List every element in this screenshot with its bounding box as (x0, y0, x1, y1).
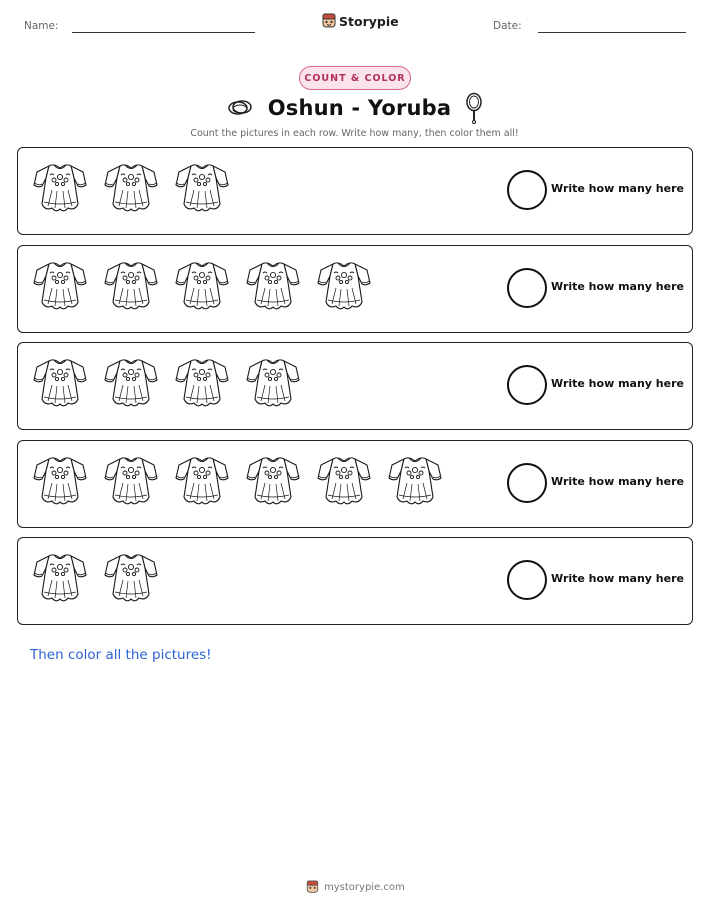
picture-group (30, 451, 445, 511)
answer-circle[interactable] (507, 365, 547, 405)
dress-icon (243, 353, 303, 413)
counting-row (17, 147, 693, 235)
site-url: mystorypie.com (324, 881, 405, 893)
dress-icon (101, 256, 161, 316)
footer-instruction: Then color all the pictures! (30, 647, 212, 663)
dress-icon (314, 256, 374, 316)
worksheet-header (0, 0, 709, 60)
site-footer (306, 880, 405, 894)
answer-label: Write how many here (551, 279, 684, 293)
date-label: Date: (493, 20, 522, 32)
counting-row (17, 537, 693, 625)
picture-group (30, 158, 232, 218)
dress-icon (172, 451, 232, 511)
picture-group (30, 256, 374, 316)
dress-icon (30, 256, 90, 316)
title-row (0, 92, 709, 124)
dress-icon (30, 548, 90, 608)
answer-circle[interactable] (507, 170, 547, 210)
answer-circle[interactable] (507, 560, 547, 600)
dress-icon (101, 548, 161, 608)
dress-icon (101, 353, 161, 413)
count-color-badge: COUNT & COLOR (299, 66, 411, 90)
storypie-mascot-icon (306, 880, 319, 894)
counting-row (17, 440, 693, 528)
answer-label: Write how many here (551, 474, 684, 488)
dress-icon (243, 451, 303, 511)
bracelets-icon (226, 97, 254, 119)
picture-group (30, 353, 303, 413)
name-label: Name: (24, 20, 59, 32)
instructions: Count the pictures in each row. Write how many, then color them all! (190, 128, 519, 139)
answer-label: Write how many here (551, 182, 684, 195)
dress-icon (101, 451, 161, 511)
dress-icon (30, 158, 90, 218)
answer-circle[interactable] (507, 268, 547, 308)
dress-icon (243, 256, 303, 316)
counting-rows (17, 147, 693, 635)
date-line[interactable] (538, 32, 686, 33)
dress-icon (30, 353, 90, 413)
dress-icon (172, 158, 232, 218)
dress-icon (314, 451, 374, 511)
storypie-mascot-icon (322, 13, 336, 29)
brand-logo (322, 13, 399, 29)
dress-icon (30, 451, 90, 511)
dress-icon (172, 353, 232, 413)
dress-icon (172, 256, 232, 316)
page-title: Oshun - Yoruba (267, 96, 452, 120)
answer-label: Write how many here (551, 572, 684, 586)
name-line[interactable] (72, 32, 255, 33)
picture-group (30, 548, 161, 608)
counting-row (17, 245, 693, 333)
hand-mirror-icon (465, 92, 483, 124)
brand-name: Storypie (339, 13, 399, 29)
answer-label: Write how many here (551, 377, 684, 391)
dress-icon (385, 451, 445, 511)
answer-circle[interactable] (507, 463, 547, 503)
dress-icon (101, 158, 161, 218)
counting-row (17, 342, 693, 430)
